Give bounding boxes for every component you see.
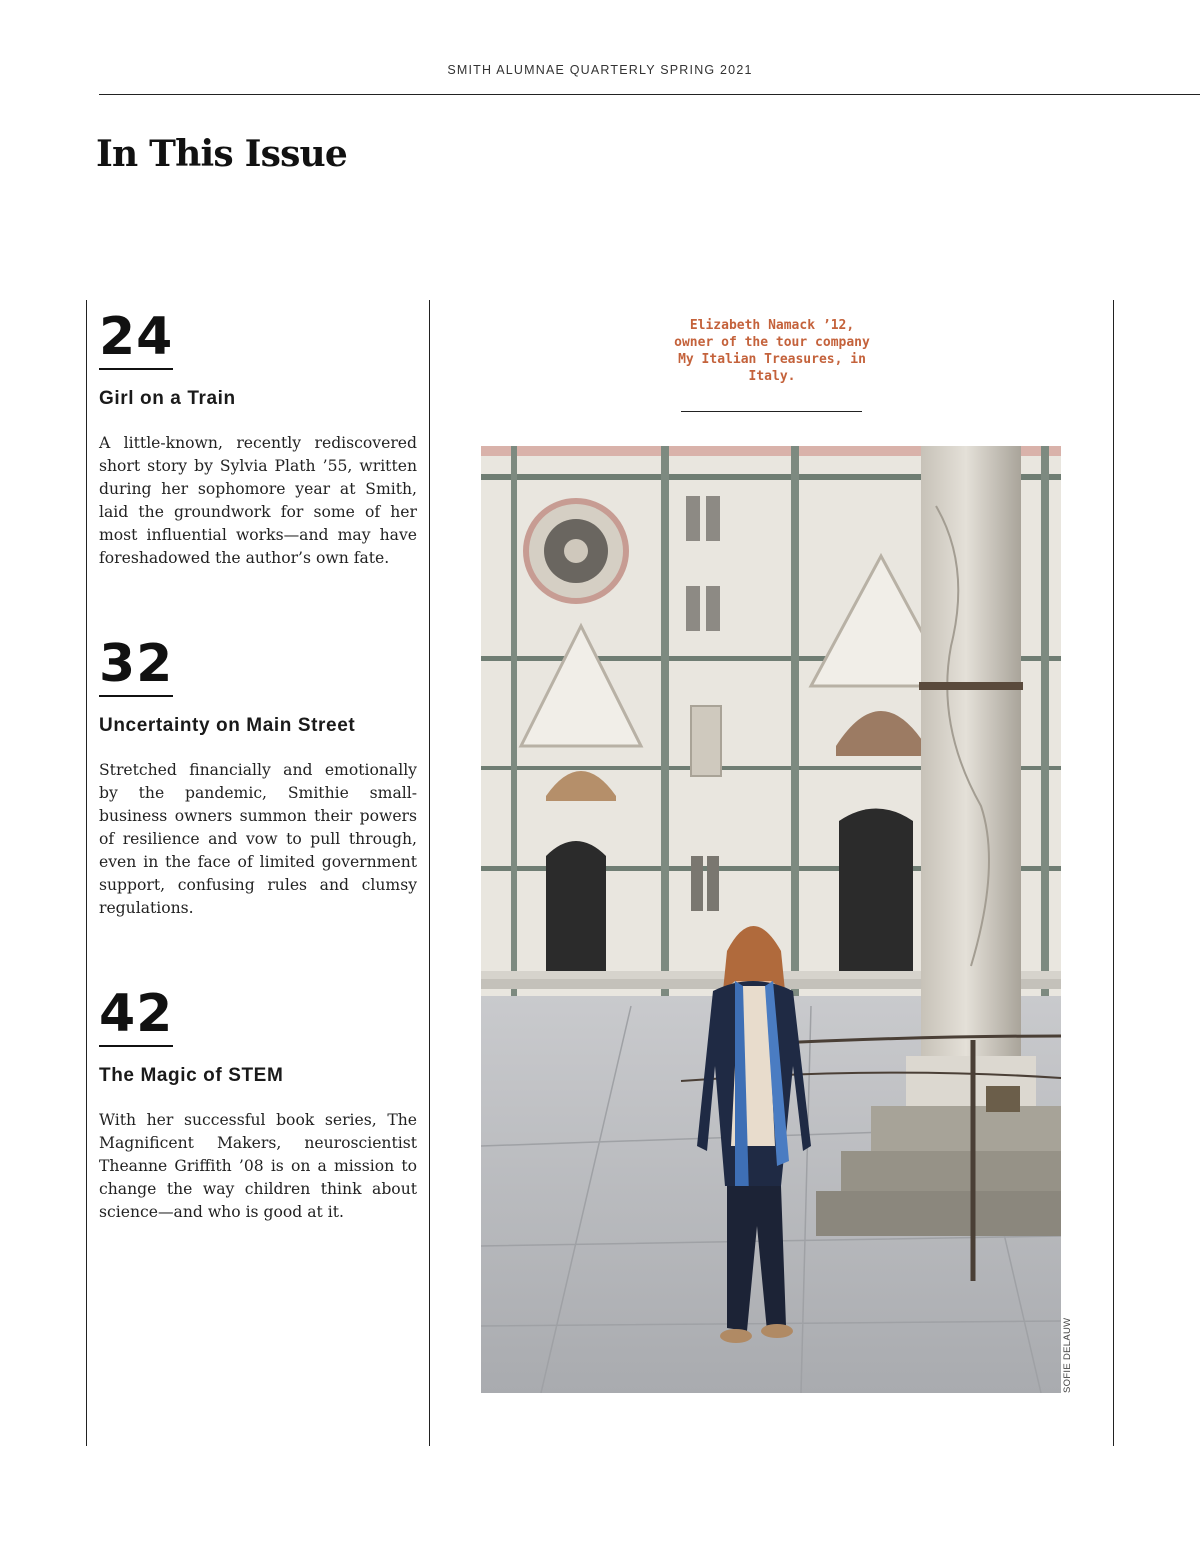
toc-page-number: 32: [99, 635, 173, 697]
column-rule-right: [1113, 300, 1114, 1446]
toc-entry-3[interactable]: [99, 985, 417, 1224]
toc-entry-2[interactable]: [99, 635, 417, 920]
toc-description: A little-known, recently rediscovered short story by Sylvia Plath ’55, written during her sophomore year at Smith, laid the groundwork for some of her most influential works—and may have foreshadowed the author’s own fate.: [99, 434, 417, 567]
toc-page-number: 42: [99, 985, 173, 1047]
toc-description: With her successful book series, The Magnificent Makers, neuroscientist Theanne Griffith ’08 is on a mission to change the way children think about science—and who is good at it.: [99, 1111, 417, 1221]
column-rule-middle: [429, 300, 430, 1446]
toc-title[interactable]: The Magic of STEM: [99, 1065, 284, 1086]
toc-page-number: 24: [99, 308, 173, 370]
photo-credit: SOFIE DELAUW: [1062, 1317, 1073, 1393]
photo-caption: Elizabeth Namack ’12, owner of the tour company My Italian Treasures, in Italy.: [674, 318, 870, 384]
feature-photo: [481, 446, 1061, 1393]
toc-entry-1[interactable]: [99, 308, 417, 570]
caption-rule: [681, 411, 862, 412]
page-title: In This Issue: [96, 133, 348, 175]
toc-title[interactable]: Girl on a Train: [99, 388, 236, 409]
header-rule: [99, 94, 1200, 95]
toc-title[interactable]: Uncertainty on Main Street: [99, 715, 356, 736]
running-head: SMITH ALUMNAE QUARTERLY SPRING 2021: [447, 63, 753, 77]
toc-description: Stretched financially and emotionally by the pandemic, Smithie small-business owners summon their powers of resilience and vow to pull through, even in the face of limited government support, confusing rules and clumsy regulations.: [99, 761, 417, 917]
column-rule-left: [86, 300, 87, 1446]
